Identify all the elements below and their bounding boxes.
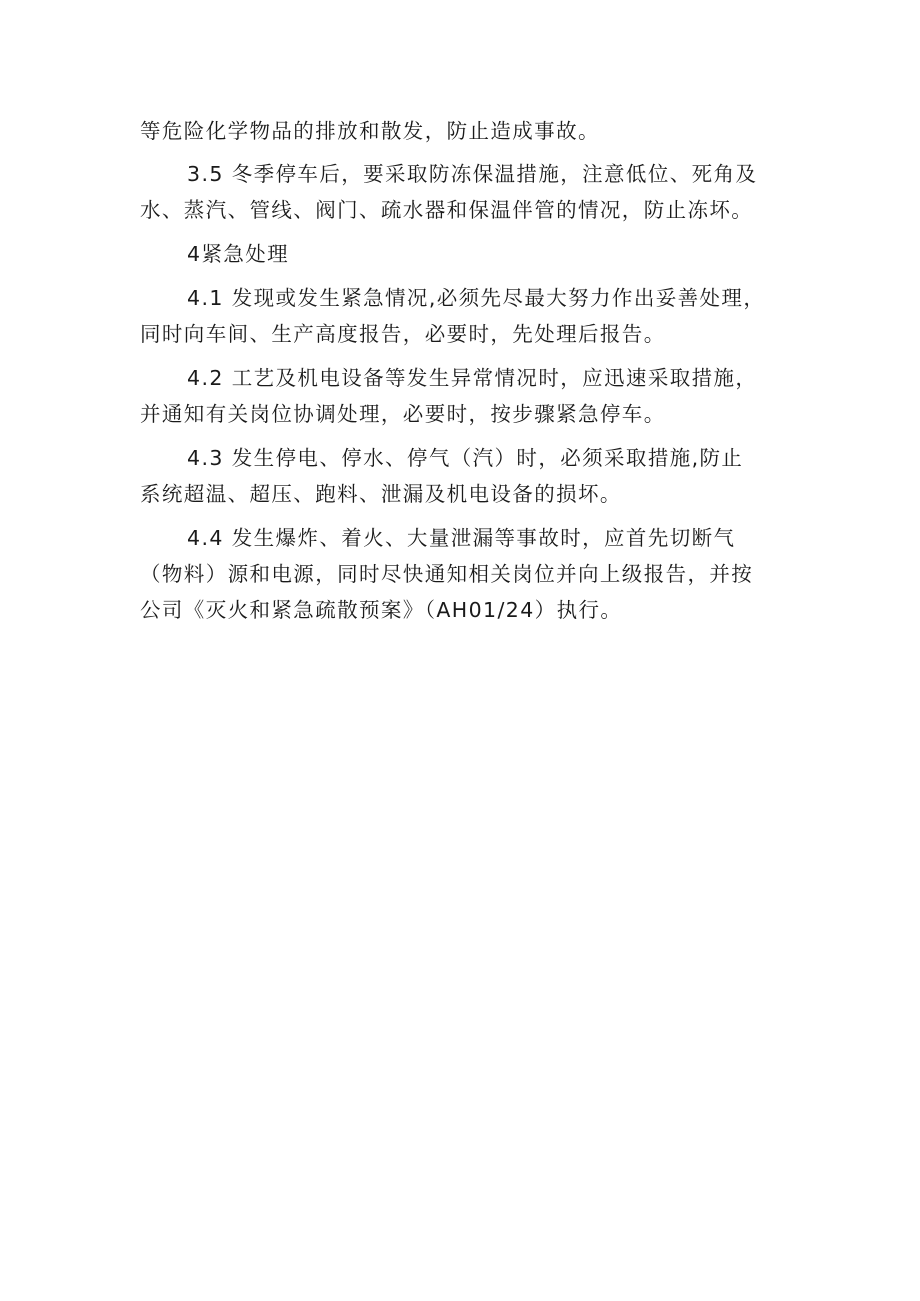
section-heading-4	[140, 236, 792, 272]
paragraph-4-4	[140, 520, 792, 628]
paragraph-3-5	[140, 156, 792, 228]
text-line: 3.5 冬季停车后，要采取防冻保温措施，注意低位、死角及	[187, 162, 758, 186]
text-line: 公司《灭火和紧急疏散预案》（AH01/24）执行。	[140, 598, 623, 622]
text-line: 同时向车间、生产高度报告，必要时，先处理后报告。	[140, 322, 666, 346]
text-line: 并通知有关岗位协调处理，必要时，按步骤紧急停车。	[140, 402, 666, 426]
text-line: 系统超温、超压、跑料、泄漏及机电设备的损坏。	[140, 482, 622, 506]
text-line: （物料）源和电源，同时尽快通知相关岗位并向上级报告，并按	[140, 562, 754, 586]
paragraph-continuation	[140, 113, 792, 149]
paragraph-4-2	[140, 360, 792, 432]
text-line: 4.3 发生停电、停水、停气（汽）时，必须采取措施,防止	[187, 446, 744, 470]
text-line: 4.4 发生爆炸、着火、大量泄漏等事故时，应首先切断气	[187, 526, 736, 550]
document-body	[140, 113, 792, 628]
paragraph-4-1	[140, 280, 792, 352]
text-line: 水、蒸汽、管线、阀门、疏水器和保温伴管的情况，防止冻坏。	[140, 198, 754, 222]
paragraph-4-3	[140, 440, 792, 512]
heading-text: 4紧急处理	[187, 242, 290, 266]
text-line: 等危险化学物品的排放和散发，防止造成事故。	[140, 119, 600, 143]
text-line: 4.2 工艺及机电设备等发生异常情况时，应迅速采取措施，	[187, 366, 758, 390]
text-line: 4.1 发现或发生紧急情况,必须先尽最大努力作出妥善处理，	[187, 286, 766, 310]
